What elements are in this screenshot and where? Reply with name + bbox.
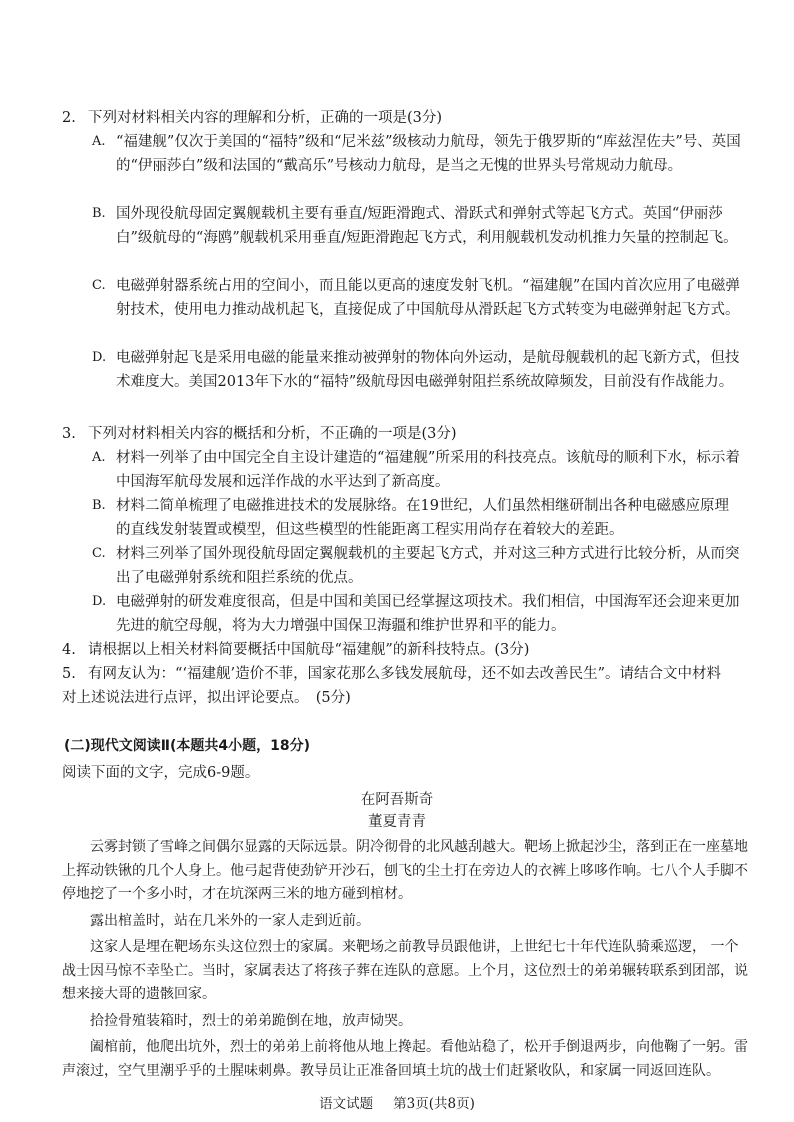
option-letter: C.: [92, 546, 106, 561]
section-instruction: 阅读下面的文字，完成6-9题。: [62, 765, 260, 781]
footer-page-number: 第3页(共8页): [393, 1096, 475, 1112]
section-title: (二)现代文阅读Ⅱ(本题共4小题，18分): [64, 738, 311, 754]
story-body: [62, 836, 752, 1086]
question-2-option-b: [92, 202, 742, 250]
question-3-option-d: [92, 590, 742, 638]
story-author: 董夏青青: [368, 814, 426, 830]
option-letter: A.: [92, 134, 106, 149]
option-text: 材料一列举了由中国完全自主设计建造的“福建舰”所采用的科技亮点。该航母的顺利下水，标示着中国海军航母发展和远洋作战的水平达到了新高度。: [116, 450, 740, 490]
option-letter: A.: [92, 450, 106, 465]
option-text: 电磁弹射起飞是采用电磁的能量来推动被弹射的物体向外运动，是航母舰载机的起飞新方式，但技术难度大。美国2013年下水的“福特”级航母因电磁弹射阻拦系统故障频发，目前没有作战能力。: [116, 350, 740, 390]
question-number: 4.: [62, 642, 76, 658]
question-number: 2.: [62, 110, 76, 126]
story-paragraph: 露出棺盖时，站在几米外的一家人走到近前。: [90, 912, 370, 929]
question-text: 下列对材料相关内容的理解和分析，正确的一项是(3分): [88, 110, 443, 126]
option-text: 材料二简单梳理了电磁推进技术的发展脉络。在19世纪，人们虽然相继研制出各种电磁感应原理的直线发射装置或模型，但这些模型的性能距离工程实用尚存在着较大的差距。: [116, 498, 729, 538]
option-letter: B.: [92, 206, 106, 221]
question-2-option-d: [92, 346, 742, 394]
question-number: 5.: [62, 666, 76, 682]
question-3-option-c: [92, 542, 742, 590]
footer-subject: 语文试题: [319, 1096, 374, 1112]
option-text: “福建舰”仅次于美国的“福特”级和“尼米兹”级核动力航母，领先于俄罗斯的“库兹涅佐夫”号、英国的“伊丽莎白”级和法国的“戴高乐”号核动力航母，是当之无愧的世界头号常规动力航母。: [116, 134, 741, 174]
question-2-option-c: [92, 274, 742, 322]
question-2-option-a: [92, 130, 742, 178]
question-3-stem: [62, 422, 752, 446]
question-2-stem: [62, 106, 752, 130]
option-text: 国外现役航母固定翼舰载机主要有垂直/短距滑跑式、滑跃式和弹射式等起飞方式。英国“伊丽莎白”级航母的“海鸥”舰载机采用垂直/短距滑跑起飞方式，利用舰载机发动机推力矢量的控制起飞。: [116, 206, 738, 246]
page-footer: [0, 1094, 794, 1114]
story-title: 在阿吾斯奇: [360, 792, 434, 808]
option-letter: D.: [92, 350, 107, 365]
question-5-stem: [62, 662, 732, 710]
option-letter: D.: [92, 594, 107, 609]
option-text: 电磁弹射器系统占用的空间小，而且能以更高的速度发射飞机。“福建舰”在国内首次应用了电磁弹射技术，使用电力推动战机起飞，直接促成了中国航母从滑跃起飞方式转变为电磁弹射起飞方式。: [116, 278, 740, 318]
question-text: 有网友认为：“‘福建舰’造价不菲，国家花那么多钱发展航母，还不如去改善民生”。请结合文中材料对上述说法进行点评，拟出评论要点。 (5分): [62, 666, 722, 706]
option-letter: B.: [92, 498, 106, 513]
option-letter: C.: [92, 278, 106, 293]
question-3-option-a: [92, 446, 742, 494]
question-text: 请根据以上相关材料简要概括中国航母“福建舰”的新科技特点。(3分): [88, 642, 530, 658]
question-text: 下列对材料相关内容的概括和分析，不正确的一项是(3分): [88, 426, 457, 442]
option-text: 材料三列举了国外现役航母固定翼舰载机的主要起飞方式，并对这三种方式进行比较分析，从而突出了电磁弹射系统和阻拦系统的优点。: [116, 546, 740, 586]
story-paragraph: 阖棺前，他爬出坑外，烈士的弟弟上前将他从地上搀起。看他站稳了，松开手倒退两步，向他鞠了一躬。雷声滚过，空气里潮乎乎的土腥味刺鼻。教导员让正准备回填土坑的战士们赶紧收队，和家属一同返回连队。: [62, 1039, 748, 1079]
story-paragraph: 这家人是埋在靶场东头这位烈士的家属。来靶场之前教导员跟他讲，上世纪七十年代连队骑乘巡逻， 一个战士因马惊不幸坠亡。当时，家属表达了将孩子葬在连队的意愿。上个月，这位烈士的弟弟辗转联系到团部，说想来接大哥的遗骸回家。: [62, 939, 748, 1002]
question-4-stem: [62, 638, 752, 662]
story-paragraph: 拾捡骨殖装箱时，烈士的弟弟跪倒在地，放声恸哭。: [90, 1012, 412, 1029]
option-text: 电磁弹射的研发难度很高，但是中国和美国已经掌握这项技术。我们相信，中国海军还会迎来更加先进的航空母舰，将为大力增强中国保卫海疆和维护世界和平的能力。: [116, 594, 740, 634]
question-3-option-b: [92, 494, 742, 542]
question-number: 3.: [62, 426, 76, 442]
story-paragraph: 云雾封锁了雪峰之间偶尔显露的天际远景。阴冷彻骨的北风越刮越大。靶场上掀起沙尘，落到正在一座墓地上挥动铁锹的几个人身上。他弓起背使劲铲开沙石，刨飞的尘土打在旁边人的衣裤上哆哆作响。七八个人手脚不停地挖了一个多小时，才在坑深两三米的地方碰到棺材。: [62, 839, 748, 902]
